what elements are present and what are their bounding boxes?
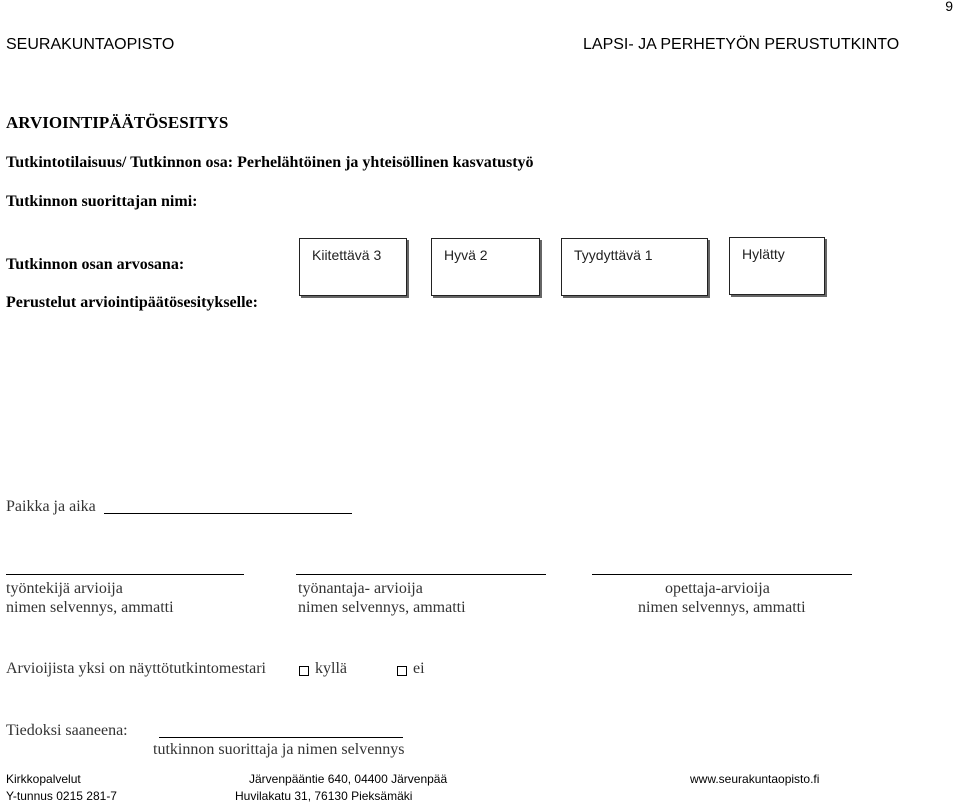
master-question: Arvioijista yksi on näyttötutkintomestari xyxy=(6,660,266,677)
grade-label-kiitettava: Kiitettävä 3 xyxy=(312,247,382,263)
signature-sub-employee: nimen selvennys, ammatti xyxy=(6,599,174,616)
header-left: SEURAKUNTAOPISTO xyxy=(6,36,175,53)
candidate-name-label: Tutkinnon suorittajan nimi: xyxy=(6,193,198,210)
signature-role-employee: työntekijä arvioija xyxy=(6,580,123,597)
page-number: 9 xyxy=(945,0,953,14)
footer-website-link[interactable]: www.seurakuntaopisto.fi xyxy=(690,772,820,786)
grade-box-kiitettava[interactable] xyxy=(299,238,407,296)
option-no-label: ei xyxy=(413,660,425,677)
header-right: LAPSI- JA PERHETYÖN PERUSTUTKINTO xyxy=(583,36,900,53)
footer-address-1: Järvenpääntie 640, 04400 Järvenpää xyxy=(249,772,448,786)
place-time-line[interactable] xyxy=(104,513,352,514)
signature-line-employer[interactable] xyxy=(296,574,546,575)
justification-label: Perustelut arviointipäätösesitykselle: xyxy=(6,294,258,311)
grade-label-hylatty: Hylätty xyxy=(742,246,785,262)
place-time-label: Paikka ja aika xyxy=(6,498,96,515)
signature-line-teacher[interactable] xyxy=(592,574,852,575)
signature-line-employee[interactable] xyxy=(6,574,244,575)
footer-address-2: Huvilakatu 31, 76130 Pieksämäki xyxy=(235,789,413,803)
signature-role-teacher: opettaja-arvioija xyxy=(665,580,770,597)
grade-label: Tutkinnon osan arvosana: xyxy=(6,256,185,273)
checkbox-no-icon[interactable] xyxy=(397,666,407,676)
acknowledged-sub: tutkinnon suorittaja ja nimen selvennys xyxy=(153,741,405,758)
checkbox-yes-icon[interactable] xyxy=(299,666,309,676)
grade-label-tyydyttava: Tyydyttävä 1 xyxy=(574,247,653,263)
document-title: ARVIOINTIPÄÄTÖSESITYS xyxy=(6,113,229,132)
qualification-part-label: Tutkintotilaisuus/ Tutkinnon osa: Perhelähtöinen ja yhteisöllinen kasvatustyö xyxy=(6,154,534,171)
grade-box-hylatty[interactable] xyxy=(729,237,825,295)
option-yes-label: kyllä xyxy=(315,660,347,677)
grade-box-hyva[interactable] xyxy=(431,238,540,296)
footer-org: Kirkkopalvelut xyxy=(6,772,81,786)
acknowledged-line[interactable] xyxy=(159,737,403,738)
footer-business-id: Y-tunnus 0215 281-7 xyxy=(6,789,117,803)
signature-sub-employer: nimen selvennys, ammatti xyxy=(298,599,466,616)
signature-role-employer: työnantaja- arvioija xyxy=(298,580,423,597)
grade-label-hyva: Hyvä 2 xyxy=(444,247,488,263)
signature-sub-teacher: nimen selvennys, ammatti xyxy=(638,599,806,616)
grade-box-tyydyttava[interactable] xyxy=(561,238,708,296)
acknowledged-label: Tiedoksi saaneena: xyxy=(6,722,128,739)
